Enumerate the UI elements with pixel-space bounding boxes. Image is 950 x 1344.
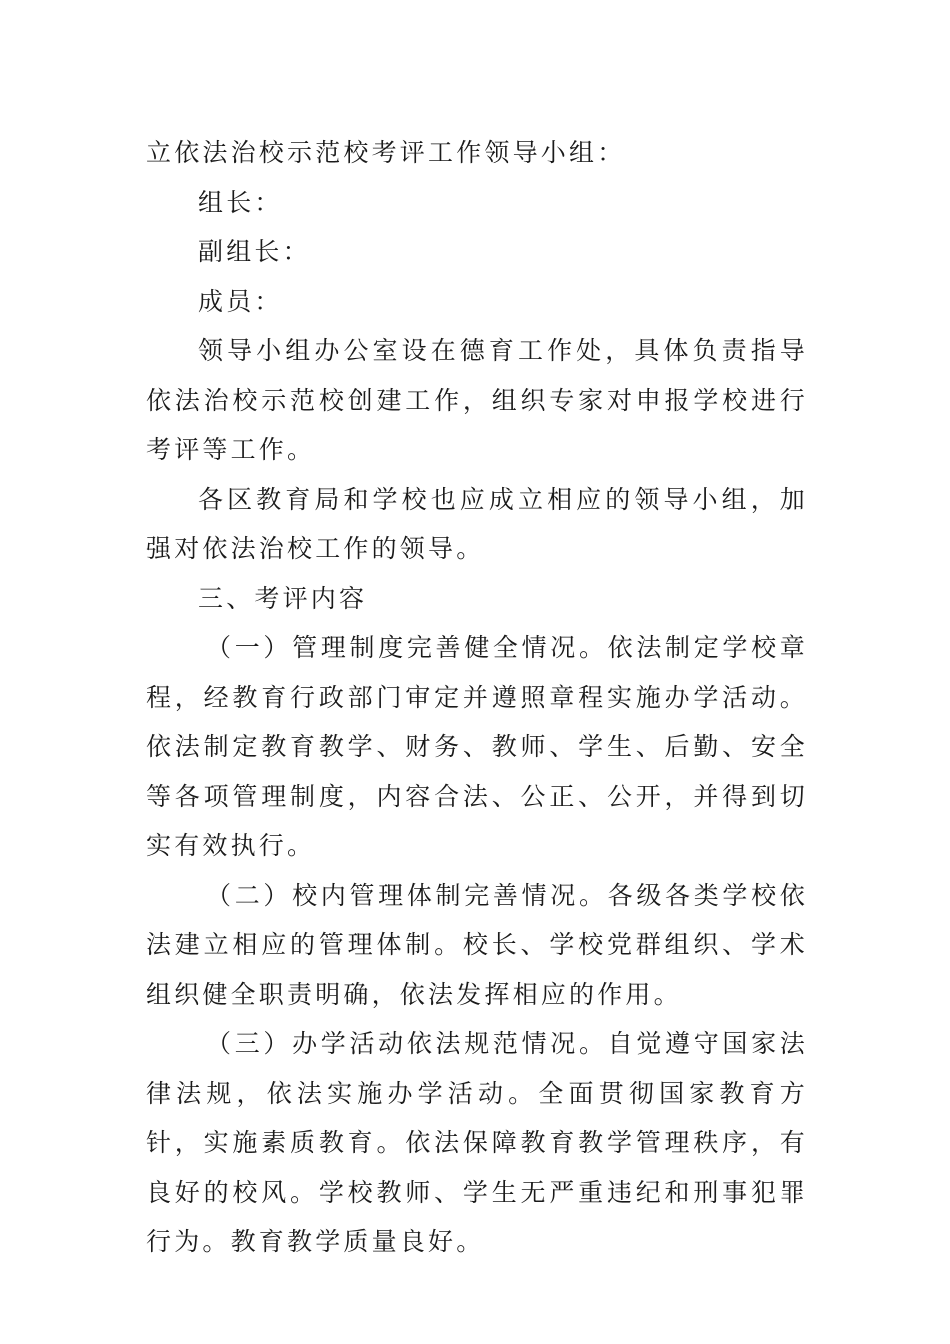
section-heading-evaluation-content: 三、考评内容: [198, 583, 368, 613]
group-leader-line: 组长：: [198, 187, 283, 217]
document-body: [146, 128, 808, 1267]
members-line: 成员：: [198, 286, 283, 316]
district-paragraph: 各区教育局和学校也应成立相应的领导小组，加强对依法治校工作的领导。: [146, 484, 808, 563]
office-paragraph: 领导小组办公室设在德育工作处，具体负责指导依法治校示范校创建工作，组织专家对申报学校进行考评等工作。: [146, 336, 808, 464]
item-1-paragraph: （一）管理制度完善健全情况。依法制定学校章程，经教育行政部门审定并遵照章程实施办学活动。依法制定教育教学、财务、教师、学生、后勤、安全等各项管理制度，内容合法、公正、公开，并得到切实有效执行。: [146, 633, 808, 860]
deputy-leader-line: 副组长：: [198, 237, 311, 266]
item-3-paragraph: （三）办学活动依法规范情况。自觉遵守国家法律法规，依法实施办学活动。全面贯彻国家教育方针，实施素质教育。依法保障教育教学管理秩序，有良好的校风。学校教师、学生无严重违纪和刑事犯罪行为。教育教学质量良好。: [146, 1029, 808, 1256]
item-2-paragraph: （二）校内管理体制完善情况。各级各类学校依法建立相应的管理体制。校长、学校党群组织、学术组织健全职责明确，依法发挥相应的作用。: [146, 880, 808, 1009]
leadership-group-intro: 立依法治校示范校考评工作领导小组：: [146, 138, 626, 167]
